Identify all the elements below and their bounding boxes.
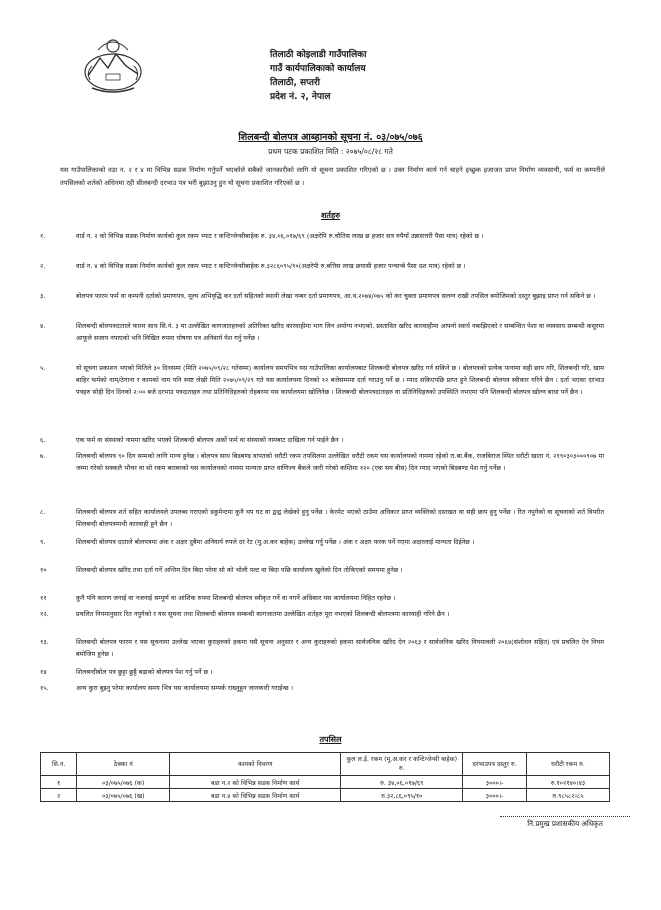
table-cell: रु.९८५८२।८५: [526, 789, 609, 802]
condition-number: १४: [40, 668, 47, 676]
publish-date: प्रथम पटक प्रकाशित मिति : २०७५/०८/२८ गते: [268, 147, 393, 156]
table-cell: ३०००।-: [463, 776, 527, 789]
table-row: [41, 789, 610, 802]
table-cell: रु.१०२१४०।४३: [526, 776, 609, 789]
condition-text: प्रचलित नियमानुसार रित नपुगेको र यस सूचना तथा शिलबन्दी बोलपत्र सम्बन्धी कागजातमा उल्लेखित शर्तहरु पूरा नभएको शिलबन्दी बोलपत्रमा कारवाही गरिने छैन ।: [76, 610, 450, 618]
table-cell: ०३/०७५/०७६ (क): [77, 776, 170, 789]
office-header: [270, 48, 420, 104]
condition-text: वार्ड न. ४ को विभिन्न सडक निर्माण कार्यको कुल रकम भ्याट र कन्टिन्जेन्सीबाहेक रु.३२८६०९५/१०(अक्षरेपी रु.बत्तिस लाख छयासी हजार पन्चान्बे पैसा दश मात्र) रहेको छ ।: [76, 262, 466, 270]
column-header: ठेक्का नं: [77, 753, 170, 776]
municipality-name: तिलाठी कोइलाडी गाउँपालिका: [270, 50, 367, 60]
province-line: प्रदेश नं. २, नेपाल: [270, 92, 331, 102]
column-header: कुल ल.ई. रकम (मु.अ.कर र कन्टिन्जेन्सी बाहेक) रु.: [341, 753, 463, 776]
schedule-heading: तपसिल: [319, 735, 342, 744]
condition-number: १५.: [40, 684, 49, 692]
column-header: कामको विवरण: [170, 753, 341, 776]
nepal-emblem-icon: [78, 32, 148, 96]
column-header: धरौटी रकम रु.: [526, 753, 609, 776]
condition-text: बोलपत्र फारम फर्म वा कम्पनी दर्ताको प्रमाणपत्र, मूल्य अभिवृद्धि कर दर्ता सहितको स्थायी लेखा नम्बर दर्ता प्रमाणपत्र, आ.व.२०७४/०७५ को कर चुक्ता प्रमाणपत्र सलग्न राखी तपसिल बमोजिमको दस्तुर बुझाइ प्राप्त गर्न सकिने छ ।: [76, 292, 596, 300]
condition-number: ३.: [40, 292, 46, 300]
condition-text: शिलबन्दी बोलपत्र फारम र यस सूचनामा उल्लेख भएका कुराहरुको हकमा यसै सूचना अनुसार र अन्य कुराहरुको हकमा सार्वजनिक खरिद ऐन २०६३ र सार्वजनिक खरिद नियमावली २०६४(संशोधन सहित) एवं प्रचलित ऐन नियम बमोजिम हुनेछ ।: [76, 638, 604, 659]
office-name: गाउँ कार्यपालिकाको कार्यालय: [270, 64, 366, 74]
schedule-table: [40, 752, 610, 802]
condition-number: ५.: [40, 364, 46, 372]
notice-title: शिलबन्दी बोलपत्र आब्हानको सूचना नं. ०३/०७५/०७६: [238, 132, 423, 143]
table-cell: रु. ३४,०६,०१७/६९: [341, 776, 463, 789]
condition-number: ८.: [40, 508, 46, 516]
condition-number: ४.: [40, 322, 46, 330]
condition-number: २.: [40, 262, 46, 270]
condition-text: शिलबन्दीबोल पत्र छुट्टा छुट्टै बढाको बोलपत्र पेश गर्नु पर्ने छ ।: [76, 668, 213, 676]
table-header-row: [41, 753, 610, 776]
conditions-heading: शर्तहरु: [320, 211, 341, 220]
condition-number: ९.: [40, 538, 46, 546]
table-cell: रु.३२,८६,०९५/१०: [341, 789, 463, 802]
table-row: [41, 776, 610, 789]
condition-text: शिलबन्दी बोलपत्र शर्त सहित कार्यालयले उपलब्ध गराएको डकुमेन्टमा कुनै थप घट वा द्वन्द्व लेखेको हुनु पर्नेछ । केरमेट भएको ठाउँमा अधिकार प्राप्त व्यक्तिको दस्तखत वा सही छाप हुनु पर्नेछ । रित नपुगेको वा सूचनाको शर्त विपरीत शिलबन्दी बोलपत्रमाथी कारवाही हुने छैन ।: [76, 508, 604, 529]
intro-paragraph: यस गाउँपालिकाको वडा न. २ र ४ मा विभिन्न सडक निर्माण गर्नुपर्ने भएकोले सबैको जानकारीको लागि यो सूचना प्रकाशित गरिएको छ । उक्त निर्माण कार्य गर्न चाहने इच्छुक इजाजत प्राप्त निर्माण व्यवसायी, फर्म वा कम्पनीले तपसिलको शर्तको अधिनमा रही सीलबन्दी दरभाउ पत्र भरी बुझाउनु हुन यो सूचना प्रकाशित गरिएको छ ।: [60, 166, 605, 187]
condition-number: १.: [40, 232, 46, 240]
table-cell: ०३/०७५/०७६ (ख): [77, 789, 170, 802]
column-header: सि.न.: [41, 753, 77, 776]
condition-text: कुनै पनि कारण जनाई वा नजनाई सम्पूर्ण वा आंशिक रुपमा शिलबन्दी बोलपत्र स्वीकृत गर्ने वा नगर्ने अधिकार यस कार्यालयमा निहित रहनेछ ।: [76, 594, 396, 602]
table-cell: बडा न.४ को विभिन्न सडक निर्माण कार्य: [170, 789, 341, 802]
table-cell: ३०००।-: [463, 789, 527, 802]
condition-text: शिलबन्दी बोलपत्रदाताले फारम साथ सि.नं. ३ मा उल्लेखित कागजातहरुको अतिरिक्त खरिद कारवाहीमा भाग लिन अयोग्य नभएको, प्रस्तावित खरिद कारवाहीमा आफ्नो स्वार्थ नबाझिएको र सम्बन्धित पेशा वा व्यवसाय सम्बन्धी कसुरमा आफूले सजाय नपाएको भनि लिखित रुपमा घोषणा पत्र अनिवार्य पेश गर्नु पर्नेछ ।: [76, 322, 604, 343]
condition-text: शिलबन्दी बोलपत्र खरिद तथा दर्ता गर्ने अन्तिम दिन बिदा परेमा सो को भोली पल्ट वा बिदा पछि कार्यालय खुलेको दिन तोकिएको समयमा हुनेछ ।: [76, 566, 403, 574]
condition-text: शिलबन्दी बोलपत्र दाताले बोलपत्रमा अंक र अक्षर दुबैमा अनिवार्य रुपले दर रेट (मु.अ.कर बाहेक) उल्लेख गर्नु पर्नेछ । अंक र अक्षर फरक पर्ने गएमा अक्षरलाई मान्यता दिईनेछ ।: [76, 538, 475, 546]
condition-text: वार्ड न. २ को विभिन्न सडक निर्माण कार्यको कुल रकम भ्याट र कन्टिन्जेन्सीबाहेक रु. ३४,०६,०१७/६९ (अक्षरेपि रु.चौतिस लाख छ हजार सत्र रुपैयाँ उन्नासत्तरी पैसा मात्र) रहेको छ ।: [76, 232, 484, 240]
condition-text: अन्य कुरा बुझ्नु परेमा कार्यालय समय भित्र यस कार्यालयमा सम्पर्क राख्नुहुन जानकारी गराईन्छ ।: [76, 684, 294, 692]
condition-number: १३.: [40, 638, 49, 646]
table-cell: बडा न.२ को विभिन्न सडक निर्माण कार्य: [170, 776, 341, 789]
table-cell: २: [41, 789, 77, 802]
condition-text: यो सूचना प्रकाशन भएको मितिले ३० दिनसम्म (मिति २०७५/०९/२८ गतेसम्म) कार्यालय समयभित्र यस गाउँपालिका कार्यालयबाट शिलबन्दी बोलपत्र खरिद गर्न सकिने छ । बोलपत्रको प्रत्येक पानामा सही छाप गरि, शिलबन्दी गरि, खाम बाहिर फर्मको नाम/ठेगाना र कामको नाम पनि स्पष्ट लेखी मिति २०७५/०९/२९ गते यस कार्यालयमा दिनको १२ बजेसम्ममा दर्ता गराउनु पर्ने छ । म्याद सकिएपछि प्राप्त हुने शिलबन्दी बोलपत्र स्वीकार गरिने छैन । दर्ता भएका दरभाउ पत्रहरु सोही दिन दिनको २:०० बजे दरभाउ पत्रदाताहरु तथा प्रतिनिधिहरुको रोहबरमा यस कार्यालयमा खोलिनेछ । शिलबन्दी बोलपत्रदाताहरु वा प्रतिनिधिहरुको उपस्थिति नभएमा पनि शिलबन्दी बोलपत्र खोल्न बाधा पर्ने छैन ।: [76, 364, 604, 397]
condition-number: ७.: [40, 452, 46, 460]
condition-number: १२.: [40, 610, 49, 618]
office-address: तिलाठी, सप्तरी: [270, 78, 321, 88]
condition-number: १०: [40, 566, 47, 574]
condition-text: एक फर्म वा संस्थाको नाममा खरिद भएको शिलबन्दी बोलपत्र अर्को फर्म वा संस्थाको नामबाट दाखिला गर्न पाईने छैन ।: [76, 436, 344, 444]
condition-text: शिलबन्दी बोलपत्र ९० दिन सम्मको लागि मान्य हुनेछ । बोलपत्र साथ बिडबण्ड वापतको धरौटी रकम तपसिलमा उल्लेखित धरौटी रकम यस कार्यालयको नाममा रहेको रा.बा.बैंक, राजबिराज स्थित धरौटी खाता नं. २१९०३०३०००९०७ मा जम्मा गरेको सक्कलै भौचर वा सो रकम बराबरको यस कार्यालयको नाममा मान्यता प्राप्त वाणिज्य बैंकले जारी गरेको कम्तिमा १२० (एक सय बीस) दिन म्याद भएको बिडबण्ड पेश गर्नु पर्नेछ ।: [76, 452, 604, 473]
table-cell: १: [41, 776, 77, 789]
column-header: दरभाउपत्र दस्तुर रु.: [463, 753, 527, 776]
signature-line: नि.प्रमुख प्रशासकीय अधिकृत: [500, 816, 630, 829]
condition-number: ६.: [40, 436, 46, 444]
condition-number: ११: [40, 594, 47, 602]
